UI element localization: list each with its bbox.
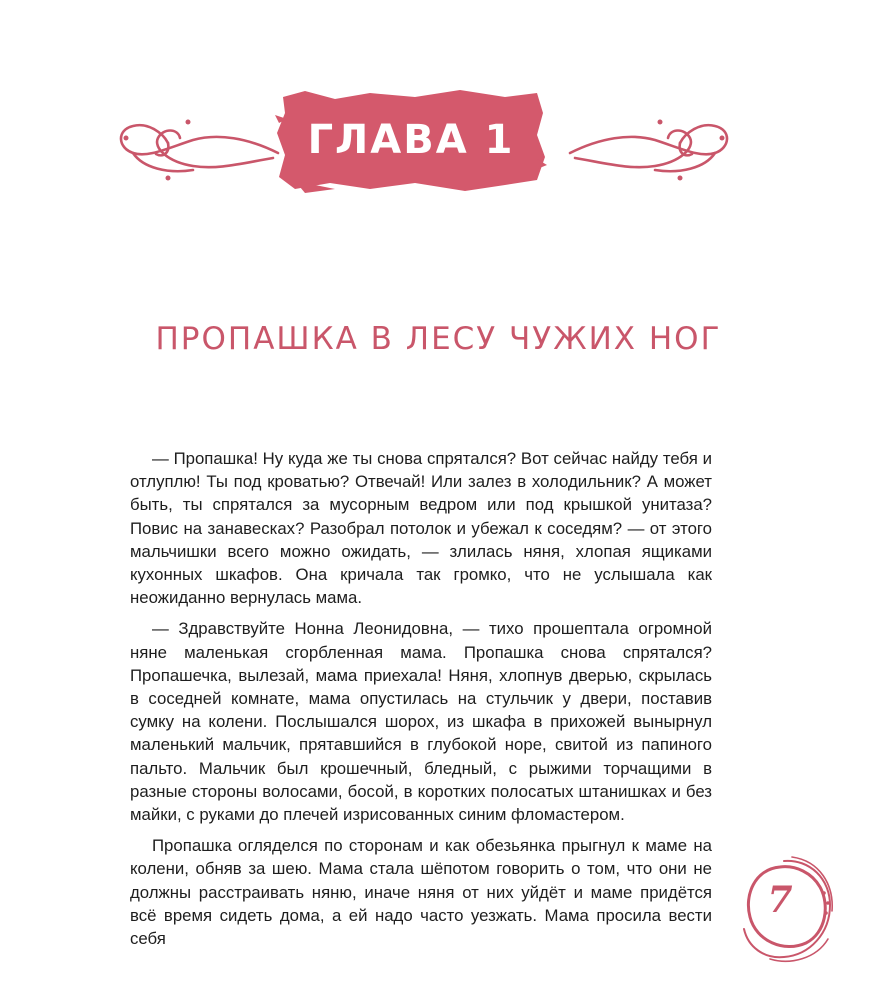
body-text <box>130 447 712 958</box>
paragraph-2: — Здравствуйте Нонна Леонидовна, — тихо прошептала огромной няне маленькая сгорбленная мама. Пропашка снова спрятался? Пропашечка, вылезай, мама приехала! Няня, хлопнув дверью, скрылась в соседней комнате, мама опустилась на стульчик у двери, поставив сумку на колени. Послышался шорох, из шкафа в прихожей вынырнул маленький мальчик, прятавшийся в глубокой норе, свитой из папиного пальто. Мальчик был крошечный, бледный, с рыжими торчащими в разные стороны волосами, босой, в коротких полосатых штанишках и без майки, с руками до плечей изрисованных синим фломастером. <box>130 619 712 825</box>
chapter-title: ПРОПАШКА В ЛЕСУ ЧУЖИХ НОГ <box>155 320 722 357</box>
chapter-label: ГЛАВА 1 <box>307 117 515 163</box>
flourish-right-icon <box>560 108 740 188</box>
flourish-left-icon <box>108 108 288 188</box>
paragraph-1: — Пропашка! Ну куда же ты снова спрятался? Вот сейчас найду тебя и отлуплю! Ты под кроватью? Отвечай! Или залез в холодильник? А может быть, ты спрятался за мусорным ведром или под крышкой унитаза? Повис на занавесках? Разобрал потолок и убежал к соседям? — от этого мальчишки всего можно ожидать, — злилась няня, хлопая ящиками кухонных шкафов. Она кричала так громко, что не услышала как неожиданно вернулась мама. <box>130 449 712 608</box>
paragraph-3: Пропашка огляделся по сторонам и как обезьянка прыгнул к маме на колени, обняв за шею. Мама стала шёпотом говорить о том, что они не должны расстраивать няню, иначе няня от них уйдёт и маме придётся всё время сидеть дома, а ей надо часто уезжать. Мама просила вести себя <box>130 836 712 949</box>
page-number: 7 <box>767 879 793 921</box>
